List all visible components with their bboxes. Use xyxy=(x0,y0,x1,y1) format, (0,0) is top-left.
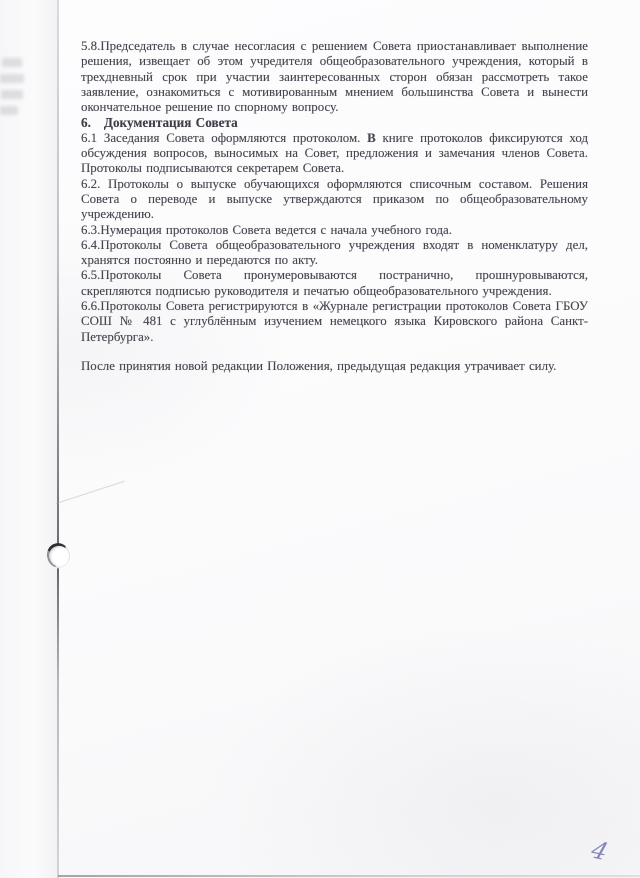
paragraph-6-1-bold: В xyxy=(367,130,376,145)
paragraph-6-2: 6.2. Протоколы о выпуске обучающихся оформляются списочным составом. Решения Совета о переводе и выпуске утверждаются приказом по общеобразовательному учреждению. xyxy=(81,176,588,222)
bleedthrough-text-mark xyxy=(2,58,22,67)
section-6-title: Документация Совета xyxy=(103,115,238,131)
paragraph-5-8: 5.8.Председатель в случае несогласия с решением Совета приостанавливает выполнение решения, извещает об этом учредителя общеобразовательного учреждения, который в трехдневный срок при участии заинтересованных сторон обязан рассмотреть такое заявление, ознакомиться с мотивированным мнением большинства Совета и вынести окончательное решение по спорному вопросу. xyxy=(81,39,588,115)
closing-paragraph: После принятия новой редакции Положения, предыдущая редакция утрачивает силу. xyxy=(81,358,557,373)
paragraph-6-1 xyxy=(81,131,588,177)
scanner-margin xyxy=(0,0,57,878)
paragraph-6-4: 6.4.Протоколы Совета общеобразовательного учреждения входят в номенклатуру дел, хранятся постоянно и передаются по акту. xyxy=(81,237,588,268)
paragraph-6-3: 6.3.Нумерация протоколов Совета ведется с начала учебного года. xyxy=(81,222,453,237)
paragraph-6-6: 6.6.Протоколы Совета регистрируются в «Журнале регистрации протоколов Совета ГБОУ СОШ № 481 с углублённым изучением немецкого языка Кировского района Санкт-Петербурга». xyxy=(81,299,588,344)
paper-crease xyxy=(56,481,125,504)
page-left-edge xyxy=(57,0,59,878)
bleedthrough-text-mark xyxy=(0,74,24,83)
bleedthrough-text-mark xyxy=(1,90,23,99)
page-bottom-edge xyxy=(58,875,640,877)
paragraph-6-1-post: книге протоколов фиксируются ход обсуждения вопросов, выносимых на Совет, предложения и замечания членов Совета. Протоколы подписываются секретарем Совета. xyxy=(81,130,589,176)
section-6-number: 6. xyxy=(81,115,91,131)
section-6-heading xyxy=(81,115,588,130)
paragraph-6-5: 6.5.Протоколы Совета пронумеровываются постранично, прошнуровываются, скрепляются подписью руководителя и печатью общеобразовательного учреждения. xyxy=(81,268,588,298)
bleedthrough-text-mark xyxy=(0,106,18,115)
handwritten-page-number: 4 xyxy=(587,836,612,866)
paragraph-6-1-pre: 6.1 Заседания Совета оформляются протоколом. xyxy=(81,130,368,145)
document-text-block xyxy=(81,39,588,374)
